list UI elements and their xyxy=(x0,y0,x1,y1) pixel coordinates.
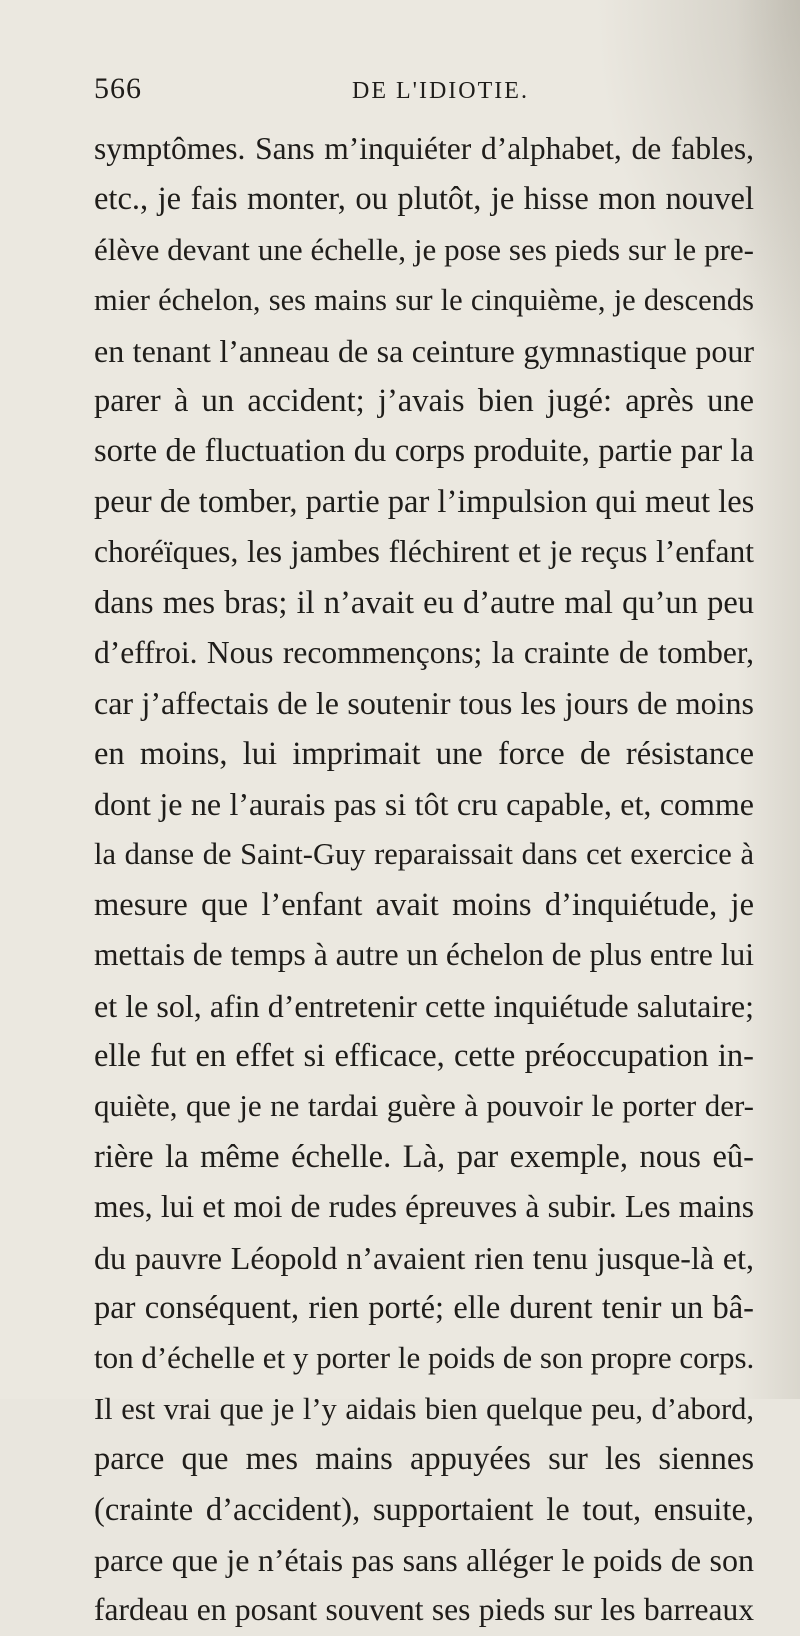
text-line: dont je ne l’aurais pas si tôt cru capable, et, comme xyxy=(94,786,754,823)
text-line: rière la même échelle. Là, par exemple, nous eû- xyxy=(94,1138,754,1175)
text-line: dans mes bras; il n’avait eu d’autre mal qu’un peu xyxy=(94,584,754,621)
text-line: sorte de fluctuation du corps produite, partie par la xyxy=(94,433,754,470)
body-text xyxy=(94,124,754,1636)
running-title: DE L'IDIOTIE. xyxy=(352,78,529,104)
text-line: car j’affectais de le soutenir tous les jours de moins xyxy=(94,685,754,722)
text-line: en moins, lui imprimait une force de résistance xyxy=(94,735,754,772)
text-line: mesure que l’enfant avait moins d’inquiétude, je xyxy=(94,886,754,923)
text-line: parer à un accident; j’avais bien jugé: après une xyxy=(94,382,754,419)
text-line: parce que mes mains appuyées sur les siennes xyxy=(94,1441,754,1478)
page-number: 566 xyxy=(94,72,142,105)
text-line: en tenant l’anneau de sa ceinture gymnastique pour xyxy=(94,332,754,369)
text-line: elle fut en effet si efficace, cette préoccupation in- xyxy=(94,1038,754,1075)
text-line: du pauvre Léopold n’avaient rien tenu jusque-là et, xyxy=(94,1239,754,1276)
text-line: ton d’échelle et y porter le poids de son propre corps. xyxy=(94,1340,754,1376)
text-line: mes, lui et moi de rudes épreuves à subir. Les mains xyxy=(94,1189,754,1225)
text-line: (crainte d’accident), supportaient le tout, ensuite, xyxy=(94,1491,754,1528)
text-line: et le sol, afin d’entretenir cette inquiétude salutaire; xyxy=(94,987,754,1024)
page-header xyxy=(94,72,754,122)
text-line: symptômes. Sans m’inquiéter d’alphabet, de fables, xyxy=(94,131,754,166)
text-line: mettais de temps à autre un échelon de plus entre lui xyxy=(94,937,754,973)
text-line: mier échelon, ses mains sur le cinquième, je descends xyxy=(94,283,754,318)
text-line: peur de tomber, partie par l’impulsion qui meut les xyxy=(94,483,754,520)
text-line: élève devant une échelle, je pose ses pieds sur le pre- xyxy=(94,231,754,267)
text-line: Il est vrai que je l’y aidais bien quelque peu, d’abord, xyxy=(94,1391,754,1426)
text-line: fardeau en posant souvent ses pieds sur les barreaux xyxy=(94,1592,754,1628)
text-line: quiète, que je ne tardai guère à pouvoir le porter der- xyxy=(94,1088,754,1124)
text-line: d’effroi. Nous recommençons; la crainte de tomber, xyxy=(94,634,754,670)
text-line: la danse de Saint-Guy reparaissait dans cet exercice à xyxy=(94,837,754,872)
text-line: etc., je fais monter, ou plutôt, je hisse mon nouvel xyxy=(94,181,754,218)
text-line: choréïques, les jambes fléchirent et je reçus l’enfant xyxy=(94,534,754,570)
text-line: parce que je n’étais pas sans alléger le poids de son xyxy=(94,1541,754,1578)
text-line: par conséquent, rien porté; elle durent tenir un bâ- xyxy=(94,1289,754,1326)
